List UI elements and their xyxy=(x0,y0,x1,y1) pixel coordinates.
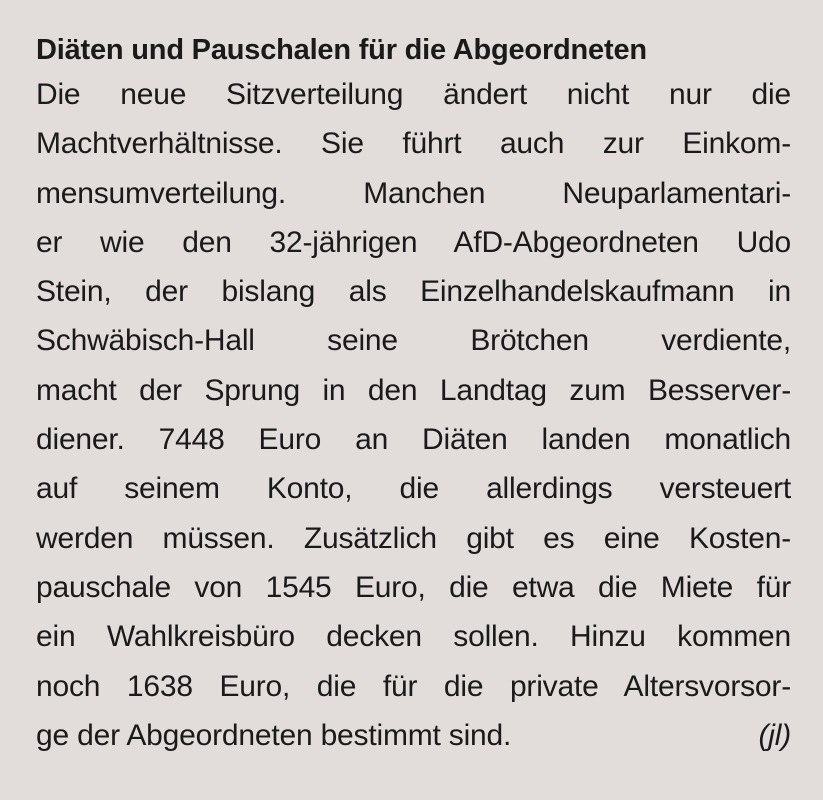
body-last-line-text: ge der Abgeordneten bestimmt sind. xyxy=(36,718,512,752)
body-line: noch 1638 Euro, die für die private Altersvorsor- xyxy=(36,669,791,703)
article xyxy=(36,30,791,760)
body-line: ein Wahlkreisbüro decken sollen. Hinzu kommen xyxy=(36,620,791,654)
body-line: Machtverhältnisse. Sie führt auch zur Einkom- xyxy=(36,127,791,161)
body-line: mensumverteilung. Manchen Neuparlamentari- xyxy=(36,176,791,210)
body-line: werden müssen. Zusätzlich gibt es eine Kosten- xyxy=(36,521,791,555)
body-line: Die neue Sitzverteilung ändert nicht nur die xyxy=(36,78,791,111)
body-line: er wie den 32-jährigen AfD-Abgeordneten Udo xyxy=(36,225,791,259)
body-line: pauschale von 1545 Euro, die etwa die Miete für xyxy=(36,570,791,604)
body-line: Schwäbisch-Hall seine Brötchen verdiente, xyxy=(36,324,791,358)
body-line: Stein, der bislang als Einzelhandelskaufmann in xyxy=(36,275,791,309)
article-body xyxy=(36,70,791,760)
author-initials: (jl) xyxy=(758,718,791,752)
body-last-line xyxy=(36,711,791,760)
body-line: auf seinem Konto, die allerdings versteuert xyxy=(36,472,791,506)
body-line: macht der Sprung in den Landtag zum Besserver- xyxy=(36,373,791,407)
article-headline: Diäten und Pauschalen für die Abgeordneten xyxy=(36,34,647,66)
body-line: diener. 7448 Euro an Diäten landen monatlich xyxy=(36,423,791,457)
